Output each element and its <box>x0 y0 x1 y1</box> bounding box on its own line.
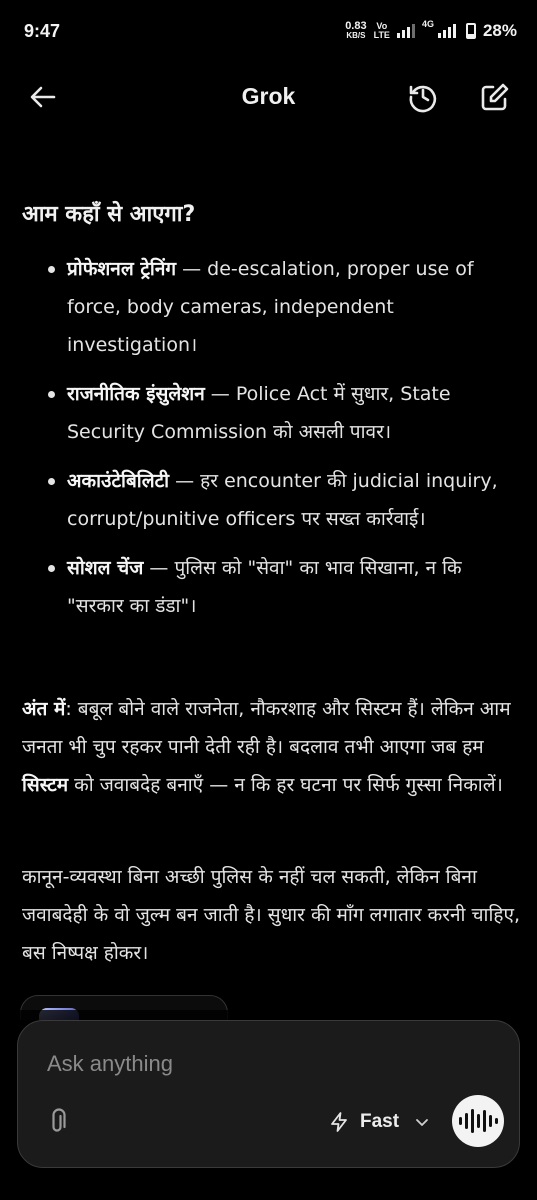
bullet-text: — पुलिस को "सेवा" का भाव सिखाना, न कि "सरकार का डंडा"। <box>67 557 462 617</box>
network-speed <box>345 22 366 40</box>
conclusion-bold: सिस्टम <box>22 774 69 796</box>
input-placeholder: Ask anything <box>47 1051 173 1076</box>
lightning-icon <box>328 1111 350 1133</box>
waveform-icon <box>459 1117 462 1125</box>
status-bar <box>0 0 537 62</box>
conclusion-lead: अंत में <box>22 698 66 720</box>
list-item <box>0 549 537 625</box>
closing-paragraph: कानून-व्यवस्था बिना अच्छी पुलिस के नहीं चल सकती, लेकिन बिना जवाबदेही के वो जुल्म बन जाती है। सुधार की माँग लगातार करनी चाहिए, बस निष्पक्ष होकर। <box>22 866 521 964</box>
bullet-text: — Police Act में सुधार, State Security Commission को असली पावर। <box>67 383 451 443</box>
battery-icon <box>466 23 476 39</box>
mode-selector[interactable] <box>328 1107 431 1137</box>
volte-indicator <box>374 22 390 40</box>
volte-bottom: LTE <box>373 30 390 40</box>
signal-icon <box>397 24 415 38</box>
bullet-text: — हर encounter की judicial inquiry, corrupt/punitive officers पर सख्त कार्रवाई। <box>67 470 498 530</box>
bullet-text: — de-escalation, proper use of force, body cameras, independent investigation। <box>67 258 474 356</box>
arrow-left-icon[interactable] <box>28 82 58 112</box>
volte-top: Vo <box>376 21 388 31</box>
network-speed-value: 0.83 <box>345 20 367 32</box>
battery-percentage: 28% <box>482 21 517 40</box>
chat-content <box>0 130 537 1020</box>
conclusion-text-1: : बबूल बोने वाले राजनेता, नौकरशाह और सिस्टम हैं। लेकिन आम जनता भी चुप रहकर पानी देती रही है। बदलाव तभी आएगा जब हम <box>22 698 511 758</box>
bullet-title: प्रोफेशनल ट्रेनिंग <box>67 258 177 280</box>
bullet-title: राजनीतिक इंसुलेशन <box>67 383 205 405</box>
signal-icon-2 <box>438 24 456 38</box>
history-icon[interactable] <box>406 80 440 114</box>
list-item <box>0 375 537 451</box>
status-time: 9:47 <box>24 20 61 41</box>
list-item <box>0 462 537 538</box>
paperclip-icon[interactable] <box>43 1108 71 1136</box>
message-input[interactable] <box>17 1020 520 1168</box>
page-title: Grok <box>241 82 296 109</box>
list-item <box>0 250 537 364</box>
mode-label: Fast <box>360 1111 400 1132</box>
composer-area <box>0 1010 537 1200</box>
chevron-down-icon <box>413 1113 431 1131</box>
voice-button[interactable] <box>452 1095 504 1147</box>
section-heading: आम कहाँ से आएगा? <box>22 202 196 227</box>
network-type: 4G <box>421 19 434 29</box>
bullet-list <box>0 250 537 636</box>
app-header <box>0 62 537 130</box>
bullet-title: अकाउंटेबिलिटी <box>67 470 170 492</box>
edit-icon[interactable] <box>478 80 512 114</box>
status-icons <box>345 21 517 41</box>
conclusion-paragraph <box>22 690 522 804</box>
conclusion-text-2: को जवाबदेह बनाएँ — न कि हर घटना पर सिर्फ गुस्सा निकालें। <box>68 774 503 796</box>
network-speed-unit: KB/S <box>346 31 366 40</box>
bullet-title: सोशल चेंज <box>67 557 144 579</box>
